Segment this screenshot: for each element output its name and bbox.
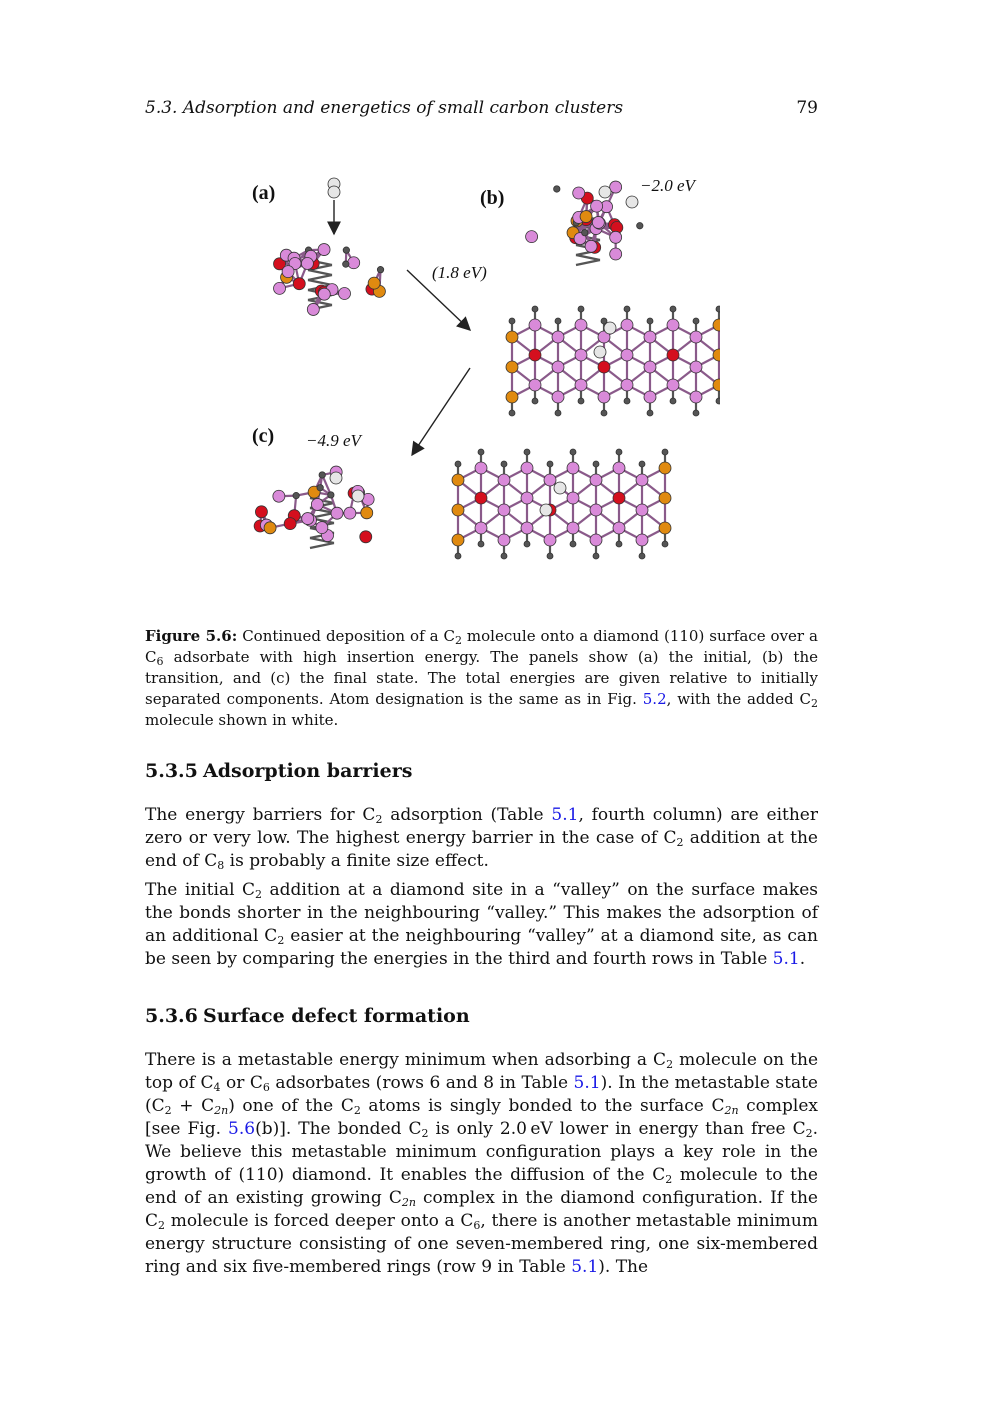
atom	[624, 306, 630, 312]
atom	[585, 240, 597, 252]
atom	[452, 504, 464, 516]
atom	[555, 410, 561, 416]
subscript: 2	[666, 1058, 674, 1071]
subscript: 6	[262, 1081, 270, 1094]
text: or C	[220, 1073, 263, 1093]
subscript: 2	[454, 634, 462, 647]
atom	[318, 244, 330, 256]
subscript: 2n	[724, 1104, 739, 1117]
table-ref-link[interactable]: 5.1	[772, 949, 800, 969]
atom	[593, 461, 599, 467]
cluster-panel-a	[274, 178, 386, 315]
atom	[475, 492, 487, 504]
atom	[690, 391, 702, 403]
subscript: 2	[676, 836, 684, 849]
atom	[318, 288, 330, 300]
surface-panel-c-topview	[452, 449, 671, 559]
page-number: 79	[796, 98, 818, 118]
atom	[567, 492, 579, 504]
atom	[544, 474, 556, 486]
caption-text: adsorbate with high insertion energy. The panels show (a) the initial, (b) the transition, and (c) the final state. The total energies are given relative to initially separated components. Atom designation is the same as in Fig.	[145, 648, 818, 708]
atom	[644, 361, 656, 373]
atom	[644, 391, 656, 403]
atom	[575, 319, 587, 331]
atom	[529, 349, 541, 361]
atom	[361, 507, 373, 519]
subscript: 2n	[401, 1196, 416, 1209]
paragraph	[145, 879, 818, 971]
text: addition at the end of C	[145, 828, 818, 871]
atom	[319, 472, 325, 478]
paragraph	[145, 1049, 818, 1279]
text: The initial C	[145, 880, 256, 900]
subscript: 2	[811, 697, 818, 710]
atom	[616, 541, 622, 547]
figure-caption	[145, 626, 818, 731]
atom	[301, 257, 313, 269]
atom	[662, 541, 668, 547]
text: ). In the metastable state (C	[145, 1073, 818, 1116]
atom	[578, 398, 584, 404]
subscript: 2	[375, 813, 383, 826]
caption-text: molecule shown in white.	[145, 711, 339, 729]
atom	[509, 318, 515, 324]
atom	[590, 504, 602, 516]
atom	[582, 229, 588, 235]
atom	[452, 474, 464, 486]
atom	[610, 181, 622, 193]
text: There is a metastable energy minimum when adsorbing a C	[145, 1050, 667, 1070]
cluster-panel-b	[526, 181, 643, 265]
panel-label-b: (b)	[480, 187, 505, 209]
atom	[575, 349, 587, 361]
atom	[328, 492, 334, 498]
atom	[555, 318, 561, 324]
running-head-title: 5.3. Adsorption and energetics of small carbon clusters	[145, 98, 624, 118]
atom	[529, 379, 541, 391]
atom	[529, 319, 541, 331]
atom	[552, 391, 564, 403]
paragraph	[145, 804, 818, 873]
bond	[308, 275, 332, 280]
subscript: 2	[805, 1127, 813, 1140]
atom	[659, 492, 671, 504]
figure-ref-link[interactable]: 5.6	[228, 1119, 256, 1139]
atom	[532, 398, 538, 404]
atom	[554, 186, 560, 192]
atom	[647, 318, 653, 324]
caption-text: , with the added C	[666, 690, 811, 708]
text: complex [see Fig.	[145, 1096, 819, 1139]
atom	[621, 349, 633, 361]
text: .	[799, 949, 806, 969]
subscript: 4	[213, 1081, 221, 1094]
text: addition at a diamond site in a “valley” on the surface makes the bonds shorter in the neighbouring “valley.” This makes the adsorption of an additional C	[145, 880, 818, 946]
atom	[501, 553, 507, 559]
atom	[478, 449, 484, 455]
subscript: 2	[255, 888, 263, 901]
atom	[452, 534, 464, 546]
atom	[368, 277, 380, 289]
atom	[360, 531, 372, 543]
text: ) one of the C	[228, 1096, 354, 1116]
atom	[377, 266, 383, 272]
atom	[713, 319, 720, 331]
atom	[524, 541, 530, 547]
panel-label-a: (a)	[252, 182, 276, 204]
atom	[598, 391, 610, 403]
section-number: 5.3.5	[145, 760, 198, 782]
arrow-b-to-c	[412, 368, 470, 455]
atom	[532, 306, 538, 312]
atom	[526, 231, 538, 243]
atom	[670, 306, 676, 312]
atom	[590, 534, 602, 546]
atom	[521, 522, 533, 534]
atom	[344, 507, 356, 519]
atom	[636, 504, 648, 516]
atom	[554, 482, 566, 494]
text: molecule to the end of an existing growing C	[145, 1165, 818, 1208]
atom	[667, 319, 679, 331]
atom	[352, 490, 364, 502]
atom	[506, 391, 518, 403]
atom	[690, 331, 702, 343]
atom	[339, 288, 351, 300]
atom	[540, 504, 552, 516]
atom	[690, 361, 702, 373]
atom	[716, 398, 720, 404]
text: + C	[171, 1096, 215, 1116]
atom	[264, 522, 276, 534]
atom	[716, 306, 720, 312]
atom	[475, 522, 487, 534]
subscript: 6	[473, 1219, 481, 1232]
subscript: 2	[158, 1219, 166, 1232]
text: complex in the diamond configuration. If the C	[145, 1188, 818, 1231]
atom	[544, 534, 556, 546]
atom	[552, 331, 564, 343]
energy-transition: (1.8 eV)	[432, 263, 487, 282]
atom	[636, 474, 648, 486]
atom	[343, 261, 349, 267]
section-heading-5-3-6	[145, 1005, 470, 1027]
table-ref-link[interactable]: 5.1	[551, 805, 579, 825]
atom	[613, 522, 625, 534]
panel-label-c: (c)	[252, 425, 275, 447]
atom	[570, 449, 576, 455]
atom	[498, 534, 510, 546]
text: . We believe this metastable minimum configuration plays a key role in the growth of (110) diamond. It enables the diffusion of the C	[145, 1119, 818, 1185]
table-ref-link[interactable]: 5.1	[571, 1257, 599, 1277]
molecular-structure-illustration	[240, 170, 720, 590]
atom	[498, 504, 510, 516]
section-heading-5-3-5	[145, 760, 412, 782]
bond	[308, 270, 332, 275]
atom	[328, 186, 340, 198]
atom	[621, 379, 633, 391]
surface-panel-b-topview	[506, 306, 720, 416]
atom	[624, 398, 630, 404]
text: is probably a finite size effect.	[224, 851, 489, 871]
atom	[509, 410, 515, 416]
atom	[311, 498, 323, 510]
atom	[591, 200, 603, 212]
atom	[478, 541, 484, 547]
subscript: 2	[353, 1104, 361, 1117]
atom	[610, 231, 622, 243]
atom	[498, 474, 510, 486]
subscript: 2	[164, 1104, 172, 1117]
text: The energy barriers for C	[145, 805, 376, 825]
atom	[302, 513, 314, 525]
text: adsorption (Table	[382, 805, 552, 825]
atom	[501, 461, 507, 467]
atom	[293, 492, 299, 498]
atom	[604, 322, 616, 334]
atom	[594, 346, 606, 358]
section-title: Adsorption barriers	[203, 760, 413, 782]
atom	[570, 541, 576, 547]
atom	[647, 410, 653, 416]
atom	[506, 361, 518, 373]
atom	[282, 266, 294, 278]
atom	[547, 461, 553, 467]
running-head	[145, 98, 818, 118]
atom	[598, 361, 610, 373]
subscript: 6	[156, 655, 164, 668]
atom	[659, 522, 671, 534]
atom	[578, 306, 584, 312]
atom	[610, 248, 622, 260]
section-number: 5.3.6	[145, 1005, 198, 1027]
text: ). The	[598, 1257, 649, 1277]
atom	[613, 462, 625, 474]
energy-b: −2.0 eV	[640, 176, 695, 195]
atom	[693, 410, 699, 416]
atom	[274, 282, 286, 294]
atom	[330, 472, 342, 484]
atom	[524, 449, 530, 455]
subscript: 8	[217, 859, 225, 872]
atom	[567, 462, 579, 474]
bond	[576, 260, 600, 265]
bond	[310, 543, 334, 548]
atom	[317, 485, 323, 491]
atom	[455, 461, 461, 467]
atom	[637, 223, 643, 229]
atom	[273, 490, 285, 502]
atom	[667, 379, 679, 391]
text: , fourth column) are either zero or very low. The highest energy barrier in the case of C	[145, 805, 818, 848]
text: adsorbates (rows 6 and 8 in Table	[269, 1073, 574, 1093]
atom	[613, 492, 625, 504]
atom	[621, 319, 633, 331]
atom	[593, 553, 599, 559]
atom	[567, 522, 579, 534]
text: easier at the neighbouring “valley” at a diamond site, as can be seen by comparing the energies in the third and fourth rows in Table	[145, 926, 819, 969]
atom	[547, 553, 553, 559]
table-ref-link[interactable]: 5.1	[573, 1073, 601, 1093]
atom	[316, 522, 328, 534]
atom	[639, 553, 645, 559]
atom	[475, 462, 487, 474]
text: molecule is forced deeper onto a C	[165, 1211, 474, 1231]
atom	[580, 211, 592, 223]
caption-label: Figure 5.6:	[145, 627, 238, 645]
atom	[659, 462, 671, 474]
atom	[590, 474, 602, 486]
atom	[348, 257, 360, 269]
caption-text: Continued deposition of a C	[242, 627, 455, 645]
atom	[592, 216, 604, 228]
atom	[307, 303, 319, 315]
atom	[667, 349, 679, 361]
atom	[552, 361, 564, 373]
atom	[670, 398, 676, 404]
text: molecule on the top of C	[145, 1050, 819, 1093]
atom	[662, 449, 668, 455]
atom	[644, 331, 656, 343]
text: is only 2.0 eV lower in energy than free C	[428, 1119, 806, 1139]
section-title: Surface defect formation	[203, 1005, 470, 1027]
atom	[601, 410, 607, 416]
atom	[455, 553, 461, 559]
figure-ref-link[interactable]: 5.2	[642, 690, 667, 708]
atom	[599, 186, 611, 198]
subscript: 2n	[214, 1104, 229, 1117]
bond	[308, 280, 332, 285]
atom	[331, 507, 343, 519]
atom	[573, 187, 585, 199]
atom	[636, 534, 648, 546]
cluster-panel-c	[254, 466, 374, 548]
atom	[506, 331, 518, 343]
subscript: 2	[421, 1127, 429, 1140]
atom	[616, 449, 622, 455]
atom	[521, 492, 533, 504]
atom	[293, 278, 305, 290]
atom	[626, 196, 638, 208]
subscript: 2	[665, 1173, 673, 1186]
subscript: 2	[277, 934, 285, 947]
caption-text: molecule onto a diamond (110) surface over a C	[145, 627, 818, 666]
text: atoms is singly bonded to the surface C	[360, 1096, 725, 1116]
atom	[639, 461, 645, 467]
atom	[343, 247, 349, 253]
bond	[576, 255, 600, 260]
figure-5-6	[240, 170, 720, 590]
energy-c: −4.9 eV	[306, 431, 361, 450]
text: , there is another metastable minimum energy structure consisting of one seven-membered ring, one six-membered ring and six five-membered rings (row 9 in Table	[145, 1211, 819, 1277]
text: (b)]. The bonded C	[255, 1119, 422, 1139]
atom	[575, 379, 587, 391]
atom	[284, 518, 296, 530]
atom	[693, 318, 699, 324]
atom	[255, 506, 267, 518]
atom	[521, 462, 533, 474]
